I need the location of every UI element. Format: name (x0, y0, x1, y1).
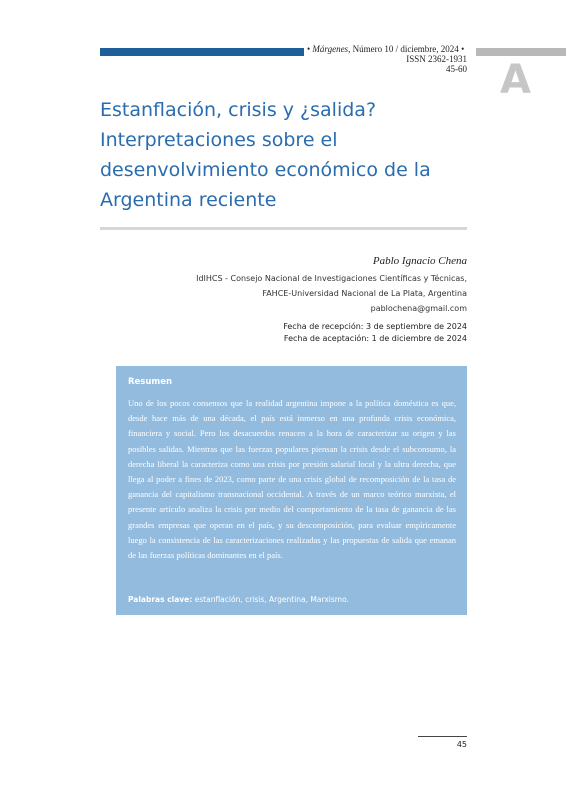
section-letter: A (500, 57, 531, 103)
journal-name: Márgenes (312, 44, 349, 54)
header-blue-bar (100, 48, 304, 56)
keywords-label: Palabras clave: (128, 595, 193, 604)
affiliation-line-1: IdIHCS - Consejo Nacional de Investigaciones Científicas y Técnicas, (196, 274, 467, 283)
accepted-date: Fecha de aceptación: 1 de diciembre de 2024 (283, 334, 467, 343)
abstract-box (116, 366, 467, 615)
author-affiliation (167, 271, 467, 316)
header-grey-bar (476, 48, 566, 56)
journal-header (307, 44, 464, 54)
issn-block (406, 54, 467, 74)
abstract-heading: Resumen (128, 377, 173, 387)
author-name: Pablo Ignacio Chena (372, 255, 467, 267)
journal-issue: , Número 10 / diciembre, 2024 (348, 44, 459, 54)
header-bullet: • (307, 44, 311, 54)
article-dates (167, 321, 467, 345)
page-range: 45-60 (446, 64, 467, 74)
abstract-body: Uno de los pocos consensos que la realidad argentina impone a la política doméstica es que, desde hace más de una década, el país está inmerso en una profunda crisis económica, financiera y social. Pero los desacuerdos renacen a la hora de caracterizar su origen y las posibles salidas. Mientras que las fuerzas populares piensan la crisis desde el subconsumo, la derecha liberal la caracteriza como una crisis por presión salarial local y la ultra derecha, que llega al poder a fines de 2023, como parte de una crisis global de recomposición de la tasa de ganancia del capitalismo transnacional occidental. A través de un marco teórico marxista, el presente artículo analiza la crisis por medio del comportamiento de la tasa de ganancia de las grandes empresas que operan en el país, y su descomposición, para evaluar empíricamente luego la consistencia de las caracterizaciones realizadas y las propuestas de salida que emanan de las fuerzas políticas dominantes en el país. (128, 398, 456, 561)
header-bullet: • (461, 44, 465, 54)
page-number: 45 (456, 740, 467, 749)
keywords-list: estanflación, crisis, Argentina, Marxismo. (194, 595, 349, 604)
footer-divider (418, 736, 467, 737)
article-title: Estanflación, crisis y ¿salida? Interpretaciones sobre el desenvolvimiento económico de la Argentina reciente (100, 99, 431, 211)
affiliation-line-2: FAHCE-Universidad Nacional de La Plata, Argentina (262, 289, 467, 298)
title-divider (100, 227, 467, 230)
issn: ISSN 2362-1931 (406, 54, 467, 64)
received-date: Fecha de recepción: 3 de septiembre de 2024 (283, 322, 467, 331)
author-email[interactable]: pablochena@gmail.com (370, 304, 467, 313)
keywords (128, 595, 349, 604)
